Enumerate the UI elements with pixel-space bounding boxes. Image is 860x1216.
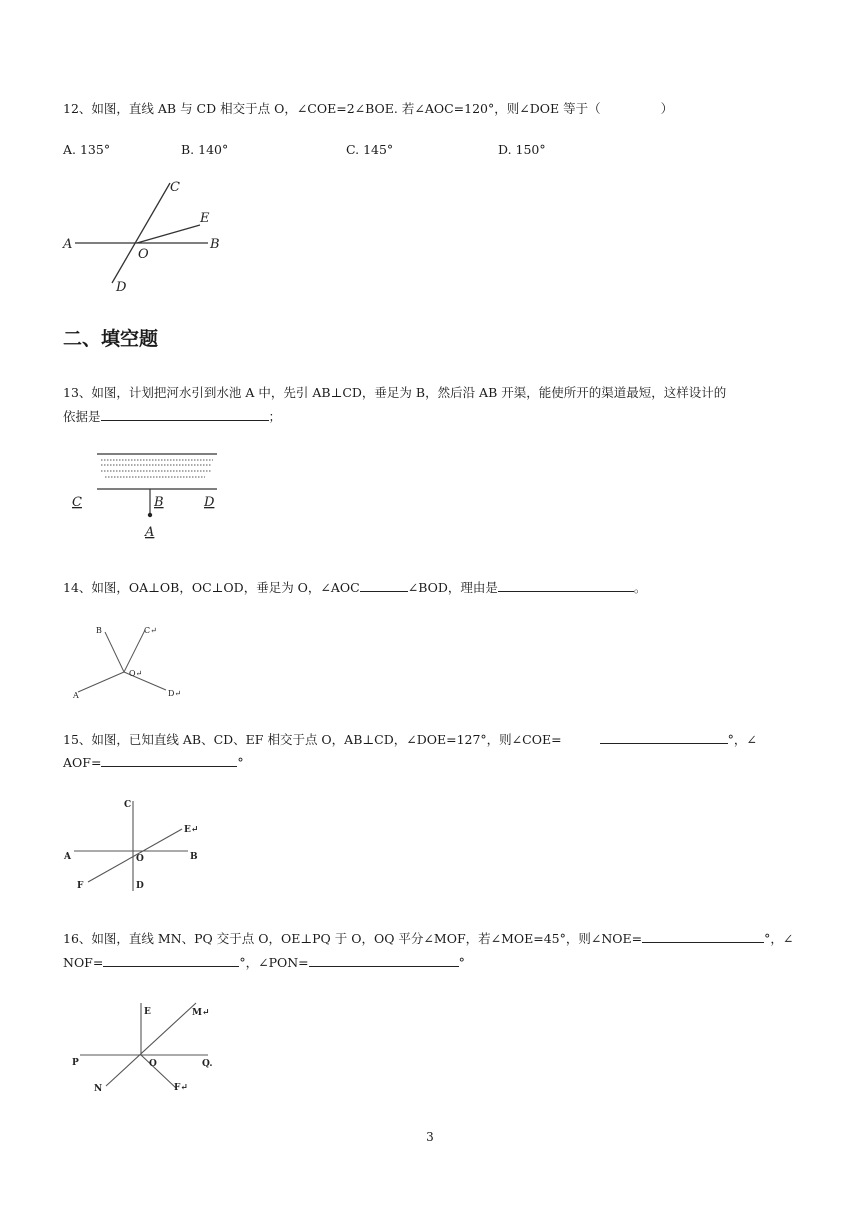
q15-text-line1 [63, 730, 757, 748]
q13-label-d: D [204, 495, 215, 510]
q14-label-b: B [96, 626, 102, 635]
q16-stem: 16、如图，直线 MN、PQ 交于点 O，OE⊥PQ 于 O，OQ 平分∠MOF，若∠MOE=45°，则∠NOE= [63, 931, 643, 946]
q15-aof-blank[interactable] [101, 754, 237, 767]
q12-label-e: E [200, 211, 210, 226]
q12-label-o: O [138, 247, 149, 262]
q12-stem: 12、如图，直线 AB 与 CD 相交于点 O，∠COE=2∠BOE. 若∠AOC=120°，则∠DOE 等于（ [63, 101, 601, 116]
q16-noe-blank[interactable] [642, 930, 764, 943]
q14-label-d: D↵ [168, 689, 182, 698]
q12-option-a: A. 135° [63, 142, 111, 157]
q12-option-b: B. 140° [181, 142, 229, 157]
q15-label-c: C [124, 800, 132, 810]
q14-reason-blank[interactable] [498, 579, 634, 592]
q16-text-line2 [63, 953, 465, 971]
q15-label-a: A [64, 852, 71, 862]
q16-nof-label: NOF= [63, 955, 104, 970]
q13-label-c: C [72, 495, 82, 510]
q14-figure [68, 620, 188, 702]
q16-label-n: N [94, 1084, 103, 1094]
q15-stem-mid: °，∠ [727, 732, 757, 747]
q14-label-a: A [73, 691, 79, 700]
q13-label-a: A [145, 525, 155, 540]
q16-label-q: Q. [202, 1059, 213, 1069]
q14-period: 。 [633, 580, 647, 595]
q15-stem: 15、如图，已知直线 AB、CD、EF 相交于点 O，AB⊥CD，∠DOE=127°，则∠COE= [63, 732, 562, 747]
q12-figure [60, 175, 240, 300]
q16-degree: ° [458, 955, 465, 970]
q16-label-o: O [149, 1059, 157, 1069]
q12-label-d: D [116, 280, 127, 295]
section-title: 二、填空题 [63, 328, 159, 350]
q13-label-b: B [154, 495, 164, 510]
q16-figure [66, 998, 221, 1098]
q14-label-o: O↵ [129, 669, 143, 678]
q15-label-b: B [190, 852, 198, 862]
q15-figure [60, 796, 210, 896]
q16-label-m: M↵ [192, 1008, 210, 1018]
q16-pon-label: °，∠PON= [239, 955, 309, 970]
q14-label-c: C↵ [144, 626, 157, 635]
q15-label-o: O [136, 854, 144, 864]
q16-label-f: F↵ [174, 1083, 188, 1093]
q12-label-a: A [63, 237, 73, 252]
q13-text-line2 [63, 407, 281, 425]
q13-semicolon: ； [268, 409, 282, 424]
q16-text-line1 [63, 929, 793, 947]
q15-text-line2 [63, 754, 244, 770]
page-number: 3 [426, 1130, 434, 1144]
q13-basis-label: 依据是 [63, 409, 101, 424]
q15-label-d: D [136, 881, 144, 891]
q16-stem-mid: °，∠ [764, 931, 794, 946]
q16-label-p: P [72, 1058, 79, 1068]
q14-relation-blank[interactable] [360, 579, 408, 592]
q12-label-c: C [170, 180, 180, 195]
q12-label-b: B [210, 237, 220, 252]
q14-stem-mid: ∠BOD，理由是 [407, 580, 498, 595]
q16-nof-blank[interactable] [103, 954, 239, 967]
q12-option-c: C. 145° [346, 142, 394, 157]
q15-aof-label: AOF= [63, 755, 102, 770]
q16-pon-blank[interactable] [309, 954, 459, 967]
q14-stem: 14、如图，OA⊥OB，OC⊥OD，垂足为 O，∠AOC [63, 580, 360, 595]
q12-close: ） [660, 101, 674, 116]
q12-option-d: D. 150° [498, 142, 546, 157]
q13-answer-blank[interactable] [101, 408, 269, 421]
q13-text-line1: 13、如图，计划把河水引到水池 A 中，先引 AB⊥CD，垂足为 B，然后沿 AB 开渠，能使所开的渠道最短，这样设计的 [63, 385, 727, 400]
q15-coe-blank[interactable] [600, 731, 728, 744]
q13-figure [65, 448, 235, 543]
q16-label-e: E [144, 1007, 151, 1017]
q15-degree: ° [237, 755, 244, 770]
q12-text [63, 99, 673, 117]
q14-text [63, 578, 646, 596]
q15-label-f: F [77, 881, 84, 891]
q15-label-e: E↵ [184, 825, 199, 835]
